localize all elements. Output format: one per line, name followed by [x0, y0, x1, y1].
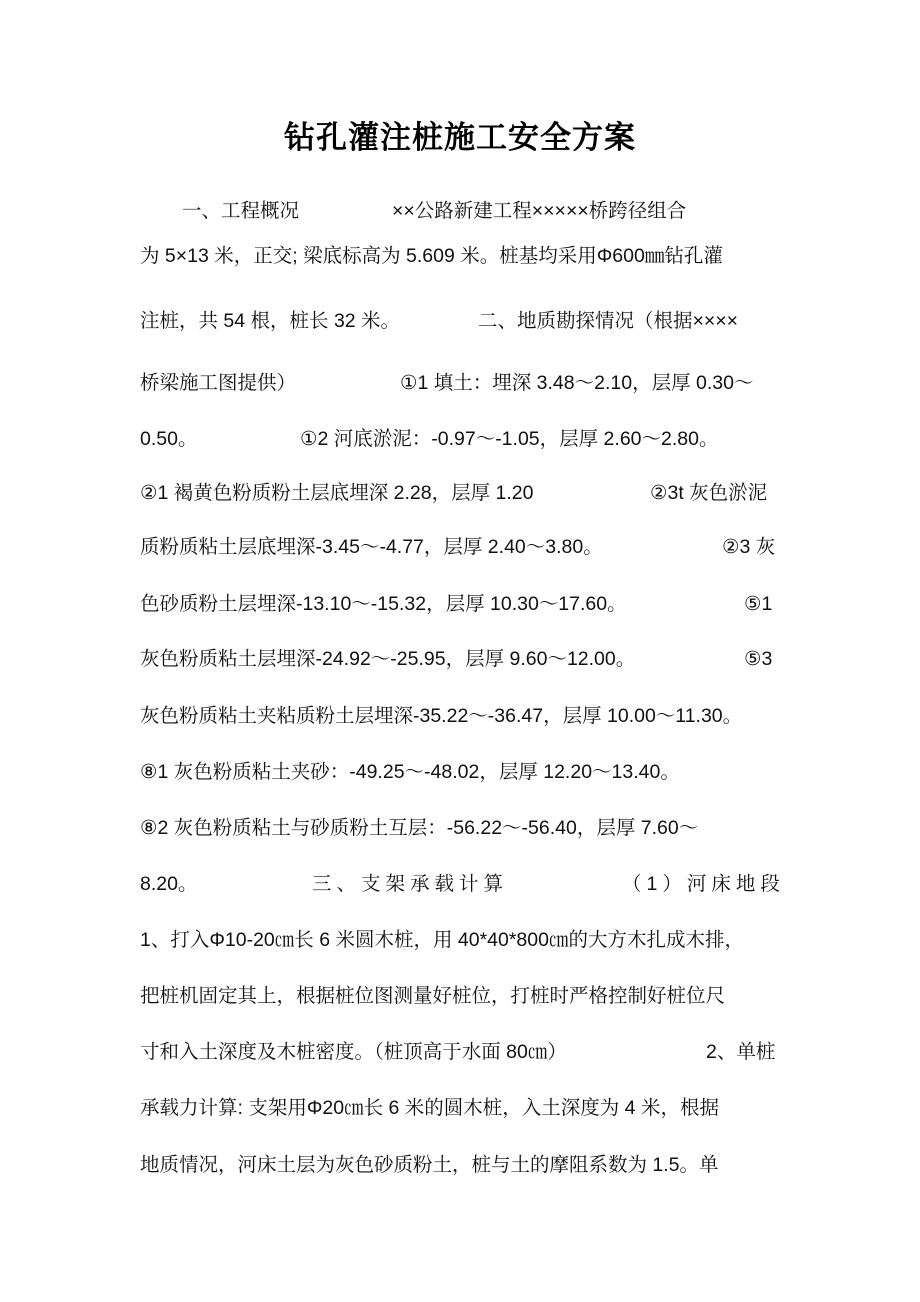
text-segment: ⑤1 — [744, 593, 773, 615]
text-segment: 地质情况，河床土层为灰色砂质粉土，桩与土的摩阻系数为 1.5。单 — [140, 1154, 719, 1176]
text-segment: ⑤3 — [744, 648, 773, 670]
text-line — [140, 241, 782, 271]
text-segment: ⑧2 灰色粉质粘土与砂质粉土互层：-56.22～-56.40，层厚 7.60～ — [140, 817, 699, 839]
text-segment: ②3 灰 — [722, 536, 776, 558]
text-segment: ②1 褐黄色粉质粉土层底埋深 2.28，层厚 1.20 — [140, 482, 534, 504]
text-line — [140, 813, 782, 843]
text-segment: 二、地质勘探情况（根据×××× — [478, 310, 739, 332]
text-segment: 为 5×13 米，正交; 梁底标高为 5.609 米。桩基均采用Φ600㎜钻孔灌 — [140, 245, 723, 267]
text-segment: 把桩机固定其上，根据桩位图测量好桩位，打桩时严格控制好桩位尺 — [140, 985, 726, 1007]
text-line — [140, 589, 782, 619]
text-segment: 灰色粉质粘土夹粘质粉土层埋深-35.22～-36.47，层厚 10.00～11.30。 — [140, 705, 743, 727]
text-line — [140, 1037, 782, 1067]
text-segment: 8.20。 — [140, 873, 198, 895]
text-segment: 桥梁施工图提供） — [140, 372, 297, 394]
text-segment: ××公路新建工程×××××桥跨径组合 — [392, 200, 687, 222]
text-segment: 三、支架承载计算 — [312, 873, 509, 895]
text-segment: 一、工程概况 — [182, 200, 300, 222]
text-segment: 寸和入土深度及木桩密度。（桩顶高于水面 80㎝） — [140, 1041, 567, 1063]
text-line — [140, 869, 785, 899]
text-line — [140, 925, 782, 955]
text-line — [140, 532, 782, 562]
text-line — [140, 644, 782, 674]
text-line — [140, 701, 782, 731]
text-line — [140, 196, 782, 226]
text-segment: 色砂质粉土层埋深-13.10～-15.32，层厚 10.30～17.60。 — [140, 593, 627, 615]
text-line — [140, 368, 782, 398]
text-segment: 灰色粉质粘土层埋深-24.92～-25.95，层厚 9.60～12.00。 — [140, 648, 636, 670]
text-segment: 注桩，共 54 根，桩长 32 米。 — [140, 310, 401, 332]
text-segment: ①2 河底淤泥：-0.97～-1.05，层厚 2.60～2.80。 — [300, 428, 719, 450]
text-segment: ①1 填土：埋深 3.48～2.10，层厚 0.30～ — [400, 372, 754, 394]
text-line — [140, 1093, 782, 1123]
text-segment: 承载力计算: 支架用Φ20㎝长 6 米的圆木桩，入土深度为 4 米，根据 — [140, 1097, 719, 1119]
text-line — [140, 424, 782, 454]
text-line — [140, 306, 782, 336]
text-segment: 1、打入Φ10-20㎝长 6 米圆木桩，用 40*40*800㎝的大方木扎成木排， — [140, 929, 744, 951]
text-line — [140, 1150, 782, 1180]
text-line — [140, 757, 782, 787]
text-line — [140, 478, 782, 508]
text-line — [140, 981, 782, 1011]
text-segment: （1）河床地段 — [622, 873, 785, 895]
document-title: 钻孔灌注桩施工安全方案 — [284, 120, 636, 156]
text-segment: 质粉质粘土层底埋深-3.45～-4.77，层厚 2.40～3.80。 — [140, 536, 603, 558]
text-segment: ⑧1 灰色粉质粘土夹砂：-49.25～-48.02，层厚 12.20～13.40。 — [140, 761, 680, 783]
text-segment: ②3t 灰色淤泥 — [650, 482, 768, 504]
text-segment: 2、单桩 — [706, 1041, 776, 1063]
text-segment: 0.50。 — [140, 428, 198, 450]
